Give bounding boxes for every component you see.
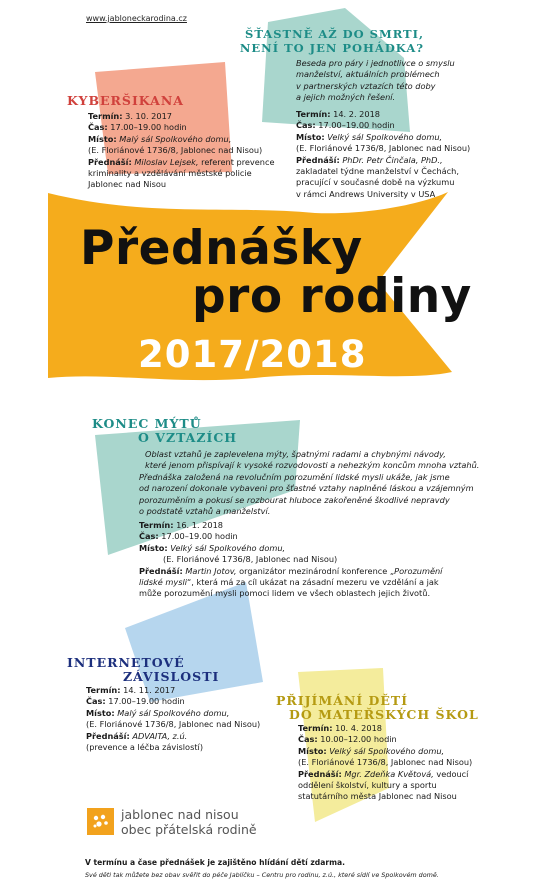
title-line-2: pro rodiny (192, 269, 472, 324)
internet-heading: INTERNETOVÉ ZÁVISLOSTI (67, 655, 220, 684)
logo-icon (87, 808, 114, 835)
prijimani-details: Termín: 10. 4. 2018 Čas: 10.00–12.00 hodin Místo: Velký sál Spolkového domu, (E. Floriánové 1736/8, Jablonec nad Nisou) Přednáší: Mgr. Zdeňka Květová, vedoucí oddělení školství, kultury a sportu statutárního města Jablonec nad Nisou (298, 723, 473, 802)
stastne-heading: ŠŤASTNĚ AŽ DO SMRTI, NENÍ TO JEN POHÁDKA? (239, 27, 424, 55)
konec-details: Termín: 16. 1. 2018 Čas: 17.00–19.00 hodin Místo: Velký sál Spolkového domu, (E. Floriánové 1736/8, Jablonec nad Nisou) Přednáší: Martin Jotov, organizátor mezinárodní konference „Porozumění lidské mysli“, která má za cíl ukázat na zásadní mezeru ve vzdělání a jak může porozumění mysli pomoci lidem ve všech oblastech jejich životů. (139, 520, 443, 599)
internet-details: Termín: 14. 11. 2017 Čas: 17.00–19.00 hodin Místo: Malý sál Spolkového domu, (E. Floriánové 1736/8, Jablonec nad Nisou) Přednáší: ADVAITA, z.ú. (prevence a léčba závislostí) (86, 685, 261, 753)
kyber-heading: KYBERŠIKANA (67, 93, 184, 108)
footer-line-2: Své děti tak můžete bez obav svěřit do péče Jablíčku – Centru pro rodinu, z.ú., které sídlí ve Spolkovém domě. (85, 871, 439, 879)
konec-description: Oblast vztahů je zaplevelena mýty, špatnými radami a chybnými návody, které jenom přispívají k vysoké rozvodovosti a nehezkým koncům mnoha vztahů. Přednáška založená na revolučním porozumění lidské mysli ukáže, jak jsme od narození dokonale vybaveni pro šťastné vztahy naplněné láskou a vzájemným porozuměním a pokusí se rozbourat hluboce zakořeněné škodlivé nepravdy o podstatě vztahů a manželství. (139, 449, 480, 517)
stastne-details: Termín: 14. 2. 2018 Čas: 17.00–19.00 hodin Místo: Velký sál Spolkového domu, (E. Floriánové 1736/8, Jablonec nad Nisou) Přednáší: PhDr. Petr Činčala, PhD., zakladatel týdne manželství v Čechách, pracující v současné době na výzkumu v rámci Andrews University v USA (296, 109, 471, 199)
website-url[interactable]: www.jabloneckarodina.cz (86, 14, 187, 23)
kyber-details: Termín: 3. 10. 2017 Čas: 17.00–19.00 hodin Místo: Malý sál Spolkového domu, (E. Floriánové 1736/8, Jablonec nad Nisou) Přednáší: Miloslav Lejsek, referent prevence kriminality a vzdělávání městské policie Jablonec nad Nisou (88, 111, 275, 190)
prijimani-heading: PŘIJÍMÁNÍ DĚTÍ DO MATEŘSKÝCH ŠKOL (276, 693, 479, 722)
title-year: 2017/2018 (138, 333, 367, 376)
blue-shape (125, 582, 263, 702)
footer-line-1: V termínu a čase přednášek je zajištěno hlídání dětí zdarma. (85, 858, 346, 867)
stastne-description: Beseda pro páry i jednotlivce o smyslu manželství, aktuálních problémech v partnerských vztazích této doby a jejich možných řešení. (296, 58, 455, 103)
logo-text: jablonec nad nisou obec přátelská rodině (121, 807, 257, 837)
konec-heading: KONEC MÝTŮ O VZTAZÍCH (92, 416, 238, 445)
title-line-1: Přednášky (80, 221, 363, 276)
